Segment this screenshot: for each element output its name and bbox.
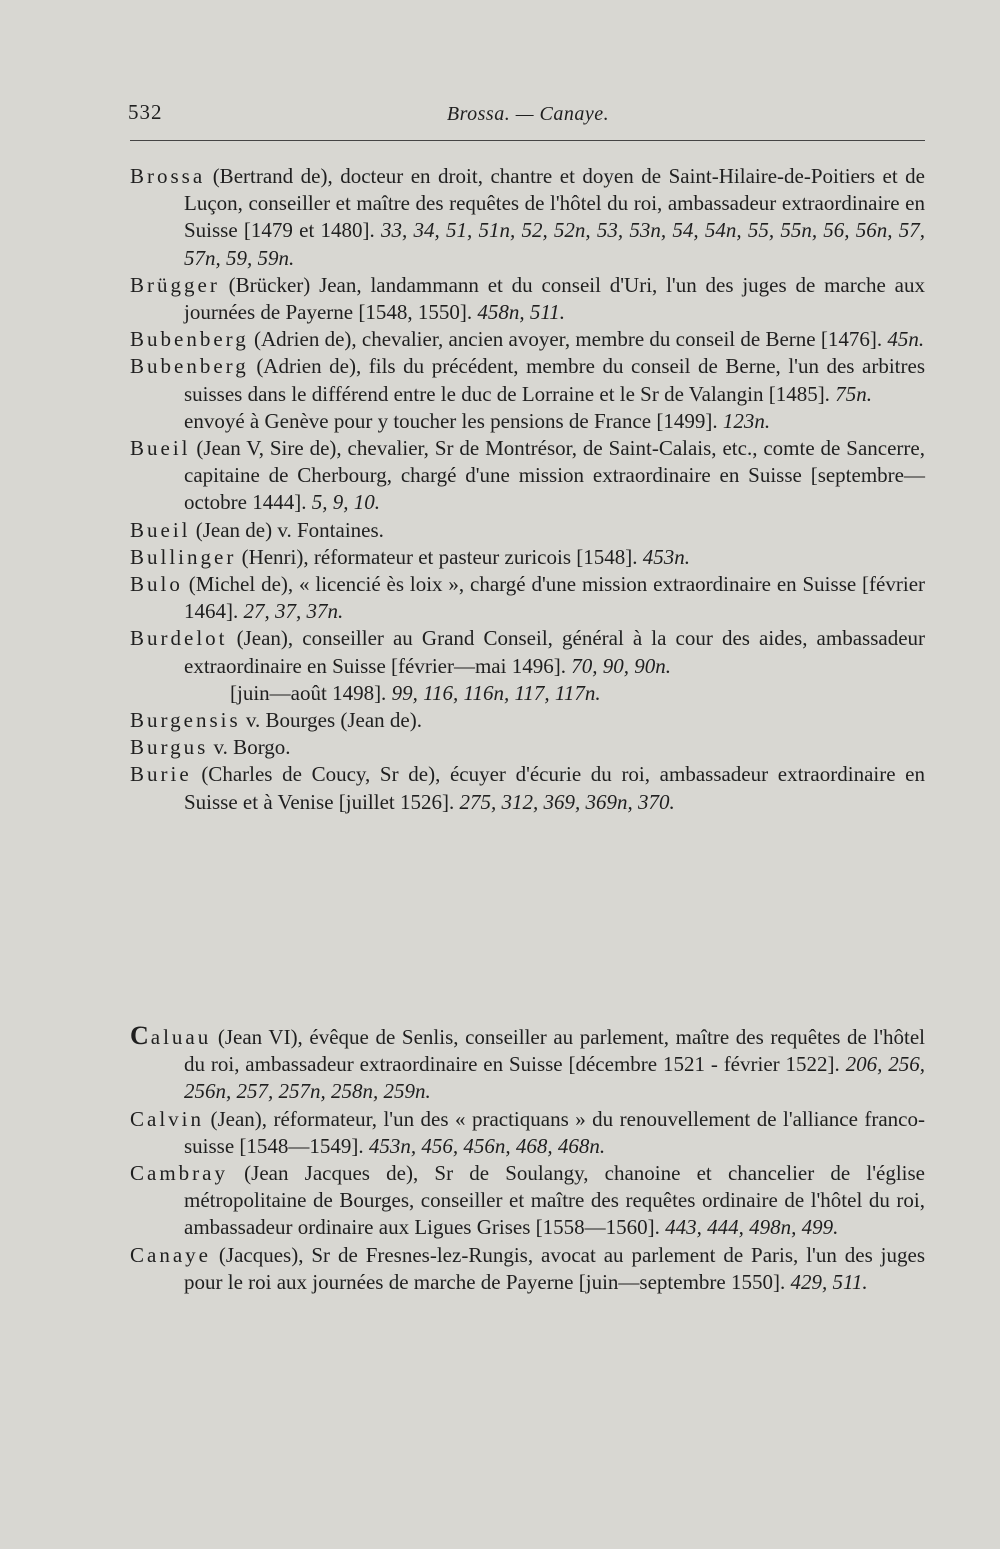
entry-headword: Bubenberg [130,354,249,379]
entry-text: (Adrien de), fils du précédent, membre du conseil de Berne, l'un des arbitres suisses dans le différend entre le duc de Lorraine et le Sr de Valangin [1485]. [184,354,925,406]
index-entry [130,435,925,517]
index-entry [130,625,925,679]
index-entry [130,761,925,815]
entry-refs: 99, 116, 116n, 117, 117n. [391,680,601,705]
page-number: 532 [128,100,163,124]
entry-text: (Jean), conseiller au Grand Conseil, général à la cour des aides, ambassadeur extraordinaire en Suisse [février—mai 1496]. [184,626,926,678]
entry-text: (Brücker) Jean, landammann et du conseil d'Uri, l'un des juges de marche aux journées de Payerne [1548, 1550]. [184,272,926,325]
entry-headword: Canaye [130,1242,211,1267]
entry-refs: 206, 256, 256n, 257, 257n, 258n, 259n. [184,1052,926,1104]
entry-headword: Bubenberg [130,327,249,352]
page-header [128,100,928,136]
entry-text: (Jean V, Sire de), chevalier, Sr de Montrésor, de Saint-Calais, etc., comte de Sancerre, capitaine de Cherbourg, chargé d'une mission extraordinaire en Suisse [septembre—octobre 1444]. [184,436,925,515]
entry-headword: Calvin [130,1106,204,1131]
index-entry [130,544,925,571]
entry-refs: 443, 444, 498n, 499. [665,1215,839,1240]
entry-headword: Bulo [130,572,183,597]
entry-headword: Bueil [130,436,191,461]
index-entry [130,326,925,353]
entry-refs: 5, 9, 10. [311,490,380,515]
entry-headword: Bueil [130,517,191,542]
index-entry-continuation [184,408,925,435]
index-entry [130,163,925,272]
entry-headword: Bullinger [130,544,237,569]
index-entry [130,1106,925,1160]
entry-refs: 75n. [835,381,872,406]
index-entry [130,353,925,407]
running-head: Brossa. — Canaye. [446,103,610,125]
entry-text: (Jean Jacques de), Sr de Soulangy, chanoine et chancelier de l'église métropolitaine de Bourges, conseiller et maître des requêtes ordinaire de l'hôtel du roi, ambassadeur ordinaire aux Ligues Grises [1558—1560]. [184,1161,925,1240]
entry-text: v. Borgo. [213,735,291,760]
index-entry [130,734,925,761]
entry-headword: Burgensis [130,708,241,733]
index-entry [130,272,925,326]
index-entry [130,517,925,544]
entry-text: (Henri), réformateur et pasteur zuricois [1548]. [241,544,638,569]
index-entry [130,707,925,734]
entry-text: (Jean VI), évêque de Senlis, conseiller au parlement, maître des requêtes de l'hôtel du roi, ambassadeur extraordinaire en Suisse [décembre 1521 - février 1522]. [184,1025,926,1077]
entry-refs: 458n, 511. [477,300,566,325]
entry-refs: 275, 312, 369, 369n, 370. [459,789,675,814]
entry-text: (Adrien de), chevalier, ancien avoyer, membre du conseil de Berne [1476]. [254,327,883,352]
entry-refs: 70, 90, 90n. [571,653,671,678]
entry-text: (Jean), réformateur, l'un des « practiquans » du renouvellement de l'alliance franco-suisse [1548—1549]. [184,1106,926,1158]
index-entry [130,571,925,625]
entry-headword: Burdelot [130,626,228,651]
entry-refs: 33, 34, 51, 51n, 52, 52n, 53, 53n, 54, 54n, 55, 55n, 56, 56n, 57, 57n, 59, 59n. [184,218,926,270]
header-rule [130,140,925,141]
entry-text: [juin—août 1498]. [230,680,387,705]
entry-headword: Burgus [130,735,209,760]
index-entry-continuation [230,680,925,707]
section-c [130,1022,925,1296]
entry-text: (Bertrand de), docteur en droit, chantre et doyen de Saint-Hilaire-de-Poitiers et de Luçon, conseiller et maître des requêtes de l'hôtel du roi, ambassadeur extraordinaire en Suisse [1479 et 1480]. [184,164,926,243]
entry-refs: 27, 37, 37n. [243,599,344,624]
entry-headword: Brügger [130,272,220,297]
entry-refs: 429, 511. [790,1269,868,1294]
section-initial: C [130,1021,151,1050]
entry-headword: Cambray [130,1161,228,1186]
entry-refs: 453n. [642,544,690,569]
index-entry [130,1160,925,1242]
entry-headword: aluau [150,1025,212,1049]
entry-refs: 453n, 456, 456n, 468, 468n. [368,1133,606,1158]
entry-headword: Burie [130,762,192,787]
entry-refs: 45n. [887,327,925,352]
entry-text: envoyé à Genève pour y toucher les pensions de France [1499]. [184,408,718,433]
entry-text: (Michel de), « licencié ès loix », chargé d'une mission extraordinaire en Suisse [février 1464]. [184,572,926,624]
entry-text: (Jacques), Sr de Fresnes-lez-Rungis, avocat au parlement de Paris, l'un des juges pour le roi aux journées de marche de Payerne [juin—septembre 1550]. [184,1242,925,1294]
index-entry [130,1022,925,1106]
index-entry [130,1242,925,1296]
entry-text: (Charles de Coucy, Sr de), écuyer d'écurie du roi, ambassadeur extraordinaire en Suisse et à Venise [juillet 1526]. [184,762,926,814]
entry-headword: Brossa [130,164,206,188]
entry-refs: 123n. [722,408,771,433]
entry-text: v. Bourges (Jean de). [245,708,422,733]
section-b [130,163,925,816]
entry-text: (Jean de) v. Fontaines. [195,517,384,542]
